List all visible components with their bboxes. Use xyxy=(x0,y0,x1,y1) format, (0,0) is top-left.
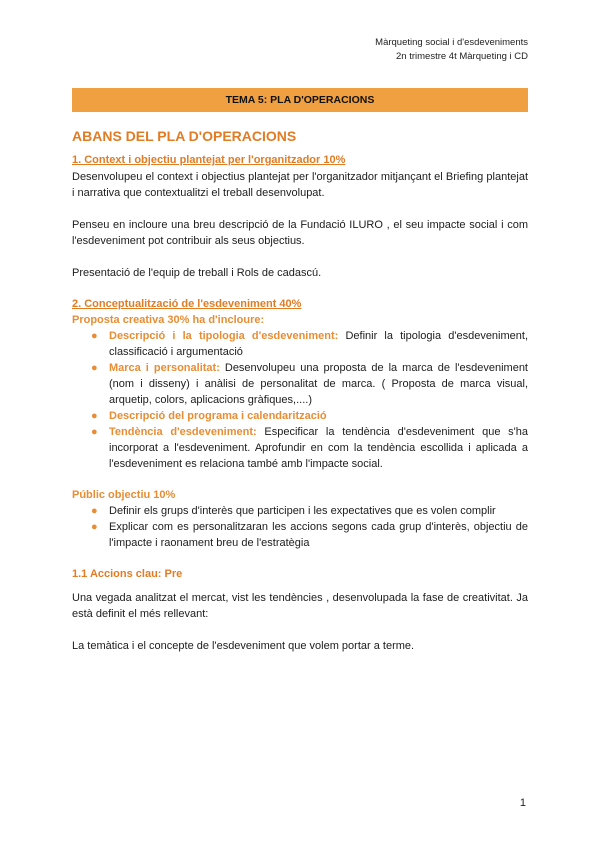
list-item-text: Especificar la tendència d'esdeveniment que s'ha incorporat a l'esdeveniment. Aprofundir en com la tendència escollida i aplicada a l'esdeveniment es relaciona també amb l'impacte social. xyxy=(109,426,528,470)
list-item-text: Definir els grups d'interès que participen i les expectatives que es volen complir xyxy=(109,505,496,517)
list-item-label: Descripció del programa i calendarització xyxy=(109,410,327,422)
list-item-label: Tendència d'esdeveniment: xyxy=(109,426,257,438)
concept-heading: 2. Conceptualització de l'esdeveniment 40% xyxy=(72,298,302,310)
list-item xyxy=(72,408,528,424)
list-item xyxy=(72,360,528,408)
context-paragraph-1: Desenvolupeu el context i objectius plantejat per l'organitzador mitjançant el Briefing plantejat i narrativa que contextualitzi el treball desenvolupat. xyxy=(72,171,528,199)
section-title: ABANS DEL PLA D'OPERACIONS xyxy=(72,128,297,144)
bullet-icon: ● xyxy=(91,521,98,533)
list-item xyxy=(72,328,528,360)
bullet-icon: ● xyxy=(91,330,98,342)
page-header xyxy=(375,36,528,63)
public-list xyxy=(72,503,528,551)
actions-paragraph-1: Una vegada analitzat el mercat, vist les tendències , desenvolupada la fase de creativitat. Ja està definit el més rellevant: xyxy=(72,592,528,620)
list-item xyxy=(72,424,528,472)
list-item-text: Desenvolupeu una proposta de la marca de l'esdeveniment (nom i disseny) i anàlisi de personalitat de marca. ( Proposta de marca visual, arquetip, colors, aplicacions gràfiques,....) xyxy=(109,362,528,406)
list-item xyxy=(72,519,528,551)
list-item-label: Descripció i la tipologia d'esdeveniment: xyxy=(109,330,339,342)
bullet-icon: ● xyxy=(91,426,98,438)
document-body xyxy=(72,128,528,654)
context-paragraph-3: Presentació de l'equip de treball i Rols de cadascú. xyxy=(72,267,322,279)
context-heading: 1. Context i objectiu plantejat per l'organitzador 10% xyxy=(72,154,346,166)
list-item-text: Definir la tipologia d'esdeveniment, classificació i argumentació xyxy=(109,330,529,358)
topic-banner: TEMA 5: PLA D'OPERACIONS xyxy=(72,88,528,112)
header-line-1: Màrqueting social i d'esdeveniments xyxy=(375,37,528,48)
page-number: 1 xyxy=(519,797,526,809)
bullet-icon: ● xyxy=(91,410,98,422)
concept-list xyxy=(72,328,528,472)
list-item xyxy=(72,503,528,519)
bullet-icon: ● xyxy=(91,505,98,517)
actions-heading: 1.1 Accions clau: Pre xyxy=(72,568,183,580)
public-heading: Públic objectiu 10% xyxy=(72,489,176,501)
concept-subheading: Proposta creativa 30% ha d'incloure: xyxy=(72,314,265,326)
bullet-icon: ● xyxy=(91,362,98,374)
list-item-label: Marca i personalitat: xyxy=(109,362,220,374)
actions-paragraph-2: La temàtica i el concepte de l'esdeveniment que volem portar a terme. xyxy=(72,640,415,652)
header-line-2: 2n trimestre 4t Màrqueting i CD xyxy=(396,50,528,62)
list-item-text: Explicar com es personalitzaran les accions segons cada grup d'interès, objectiu de l'impacte i raonament breu de l'estratègia xyxy=(109,521,528,549)
context-paragraph-2: Penseu en incloure una breu descripció de la Fundació ILURO , el seu impacte social i com l'esdeveniment pot contribuir als seus objectius. xyxy=(72,219,528,247)
